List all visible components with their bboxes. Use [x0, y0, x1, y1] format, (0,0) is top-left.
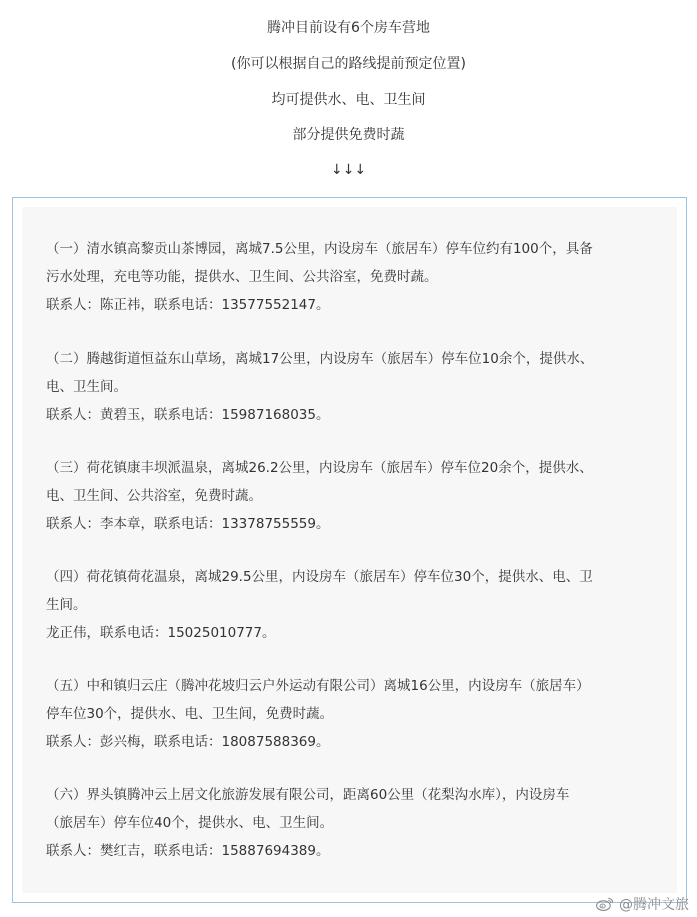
- campsite-entry-4: [46, 563, 666, 647]
- campsite-desc-line-2: 电、卫生间、公共浴室，免费时蔬。: [46, 488, 262, 504]
- campsite-desc-line-1: （五）中和镇归云庄（腾冲花坡归云户外运动有限公司）离城16公里，内设房车（旅居车）: [46, 678, 590, 694]
- campsite-desc-line-1: （一）清水镇高黎贡山茶博园，离城7.5公里，内设房车（旅居车）停车位约有100个，具备: [46, 241, 593, 257]
- intro-title: 腾冲目前设有6个房车营地: [267, 20, 430, 36]
- campsite-desc-line-1: （二）腾越街道恒益东山草场，离城17公里，内设房车（旅居车）停车位10余个，提供水、: [46, 351, 594, 367]
- campsite-contact: 龙正伟，联系电话：15025010777。: [46, 625, 276, 641]
- campsite-desc-line-2: 生间。: [46, 597, 87, 613]
- campsite-desc-line-1: （四）荷花镇荷花温泉，离城29.5公里，内设房车（旅居车）停车位30个，提供水、电、卫: [46, 569, 593, 585]
- campsite-entry-5: [46, 672, 666, 756]
- campsite-contact: 联系人：樊红吉，联系电话：15887694389。: [46, 843, 330, 859]
- campsite-contact: 联系人：黄碧玉，联系电话：15987168035。: [46, 407, 330, 423]
- watermark-text: @腾冲文旅: [619, 897, 689, 913]
- intro-facilities: 均可提供水、电、卫生间: [271, 92, 426, 108]
- weibo-watermark: [595, 894, 689, 914]
- intro-subtitle: (你可以根据自己的路线提前预定位置): [231, 56, 466, 72]
- down-arrows: ↓↓↓: [330, 162, 367, 178]
- campsite-contact: 联系人：陈正祎，联系电话：13577552147。: [46, 297, 330, 313]
- campsite-desc-line-2: 停车位30个，提供水、电、卫生间，免费时蔬。: [46, 706, 334, 722]
- campsite-desc-line-2: 电、卫生间。: [46, 379, 127, 395]
- campsite-desc-line-2: 污水处理，充电等功能，提供水、卫生间、公共浴室，免费时蔬。: [46, 269, 438, 285]
- campsite-list-panel: [12, 197, 687, 903]
- campsite-entry-1: [46, 235, 666, 319]
- campsite-desc-line-1: （三）荷花镇康丰坝派温泉，离城26.2公里，内设房车（旅居车）停车位20余个，提供水、: [46, 460, 593, 476]
- campsite-entry-3: [46, 454, 666, 538]
- campsite-desc-line-1: （六）界头镇腾冲云上居文化旅游发展有限公司，距离60公里（花梨沟水库），内设房车: [46, 787, 570, 803]
- intro-free-vegetables: 部分提供免费时蔬: [292, 127, 405, 143]
- campsite-entry-2: [46, 345, 666, 429]
- weibo-logo-icon: [595, 896, 615, 912]
- campsite-entry-6: [46, 781, 666, 865]
- campsite-contact: 联系人：彭兴梅，联系电话：18087588369。: [46, 734, 330, 750]
- campsite-desc-line-2: （旅居车）停车位40个，提供水、电、卫生间。: [46, 815, 334, 831]
- campsite-list-background: [22, 207, 677, 893]
- campsite-contact: 联系人：李本章，联系电话：13378755559。: [46, 516, 330, 532]
